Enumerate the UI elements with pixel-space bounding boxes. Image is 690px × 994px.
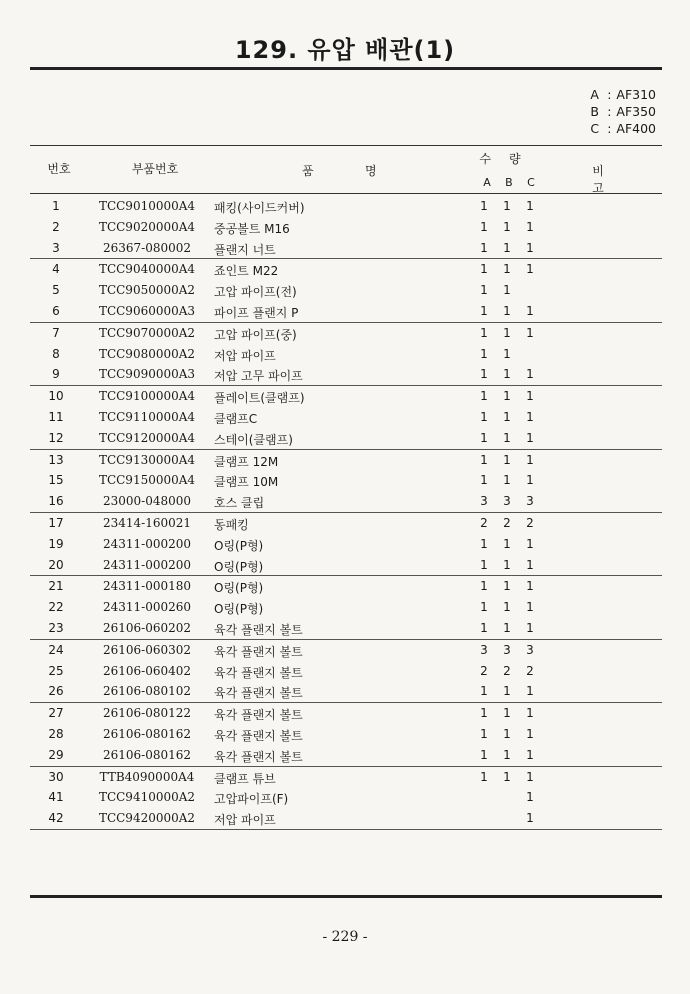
row-qty-c: 2 — [526, 515, 534, 530]
model-legend — [590, 86, 656, 137]
row-qty-a: 1 — [480, 452, 488, 467]
row-part-number: TCC9050000A2 — [98, 283, 196, 298]
model-separator: : — [607, 104, 612, 119]
bottom-rule — [30, 895, 662, 898]
model-code: A — [590, 87, 599, 102]
row-qty-c: 1 — [526, 769, 534, 784]
row-part-number: TCC9100000A4 — [98, 389, 196, 404]
row-qty-c: 1 — [526, 219, 534, 234]
table-row — [30, 555, 662, 576]
header-part-number: 부품번호 — [131, 162, 179, 176]
row-qty-c: 1 — [526, 473, 534, 488]
row-group — [30, 513, 662, 576]
table-row — [30, 344, 662, 365]
row-qty-c: 1 — [526, 199, 534, 213]
table-row — [30, 767, 662, 788]
row-part-name: 중공볼트 M16 — [214, 221, 290, 236]
row-part-number: TCC9060000A3 — [98, 303, 196, 318]
header-name-1: 품 — [302, 164, 314, 178]
row-part-number: TCC9110000A4 — [98, 409, 196, 424]
model-legend-item — [590, 120, 656, 137]
table-row — [30, 217, 662, 238]
row-qty-b: 1 — [503, 557, 511, 572]
row-qty-c: 1 — [526, 790, 534, 805]
row-number: 42 — [48, 811, 64, 826]
row-number: 22 — [48, 600, 64, 615]
row-group — [30, 196, 662, 259]
table-row — [30, 364, 662, 385]
row-qty-c: 1 — [526, 325, 534, 340]
row-qty-c: 1 — [526, 600, 534, 615]
row-part-number: TCC9010000A4 — [98, 199, 196, 213]
row-qty-c: 1 — [526, 684, 534, 699]
row-number: 8 — [52, 346, 60, 361]
row-qty-c: 1 — [526, 367, 534, 382]
table-row — [30, 407, 662, 428]
row-qty-c: 1 — [526, 430, 534, 445]
row-part-name: 육각 플랜지 볼트 — [214, 708, 303, 723]
row-number: 11 — [48, 409, 64, 424]
row-qty-a: 3 — [480, 642, 488, 657]
row-qty-a: 1 — [480, 706, 488, 721]
table-row — [30, 259, 662, 280]
header-model-b: B — [505, 176, 513, 189]
row-part-number: 26106-080122 — [102, 706, 192, 721]
table-row — [30, 618, 662, 639]
row-qty-b: 1 — [503, 473, 511, 488]
parts-table — [30, 196, 662, 830]
row-qty-a: 1 — [480, 240, 488, 255]
row-number: 1 — [52, 199, 60, 213]
row-qty-c: 1 — [526, 747, 534, 762]
row-qty-a: 1 — [480, 389, 488, 404]
row-number: 6 — [52, 303, 60, 318]
row-part-name: 플레이트(클램프) — [214, 391, 305, 406]
row-qty-a: 1 — [480, 620, 488, 635]
row-part-name: 파이프 플랜지 P — [214, 305, 299, 320]
row-group — [30, 703, 662, 766]
row-qty-a: 2 — [480, 663, 488, 678]
row-qty-a: 1 — [480, 726, 488, 741]
row-group — [30, 450, 662, 513]
row-part-name: 클램프C — [214, 411, 258, 426]
row-part-number: TCC9040000A4 — [98, 262, 196, 277]
row-qty-a: 1 — [480, 262, 488, 277]
row-qty-a: 1 — [480, 473, 488, 488]
model-legend-item — [590, 103, 656, 120]
row-qty-a: 1 — [480, 346, 488, 361]
row-qty-c: 1 — [526, 409, 534, 424]
row-number: 21 — [48, 579, 64, 594]
row-part-name: O링(P형) — [214, 538, 264, 553]
row-part-number: TCC9120000A4 — [98, 430, 196, 445]
model-name: AF400 — [616, 121, 656, 136]
row-part-name: O링(P형) — [214, 581, 264, 596]
row-qty-b: 3 — [503, 494, 511, 509]
row-number: 7 — [52, 325, 60, 340]
row-number: 4 — [52, 262, 60, 277]
row-qty-a: 1 — [480, 600, 488, 615]
row-number: 25 — [48, 663, 64, 678]
row-number: 10 — [48, 389, 64, 404]
row-part-number: 26106-080102 — [102, 684, 192, 699]
row-part-number: TCC9150000A4 — [98, 473, 196, 488]
row-qty-b: 1 — [503, 769, 511, 784]
row-part-name: 저압 파이프 — [214, 348, 276, 363]
row-qty-c: 1 — [526, 536, 534, 551]
row-qty-c: 1 — [526, 262, 534, 277]
row-part-name: 저압 파이프 — [214, 813, 276, 828]
row-number: 17 — [48, 515, 64, 530]
row-part-name: 육각 플랜지 볼트 — [214, 686, 303, 701]
model-name: AF310 — [616, 87, 656, 102]
table-row — [30, 513, 662, 534]
row-qty-b: 3 — [503, 642, 511, 657]
row-qty-b: 1 — [503, 706, 511, 721]
row-qty-b: 1 — [503, 262, 511, 277]
row-qty-b: 1 — [503, 600, 511, 615]
row-qty-c: 1 — [526, 706, 534, 721]
row-qty-b: 1 — [503, 367, 511, 382]
row-part-name: 스테이(클램프) — [214, 432, 293, 447]
row-qty-b: 1 — [503, 325, 511, 340]
table-row — [30, 238, 662, 259]
row-qty-c: 1 — [526, 557, 534, 572]
row-qty-b: 1 — [503, 409, 511, 424]
row-part-name: 클램프 튜브 — [214, 771, 276, 786]
row-group — [30, 767, 662, 830]
row-qty-b: 2 — [503, 663, 511, 678]
row-part-number: 26106-060402 — [102, 663, 192, 678]
table-row — [30, 576, 662, 597]
page-number: - 229 - — [322, 929, 368, 945]
page-title: 129. 유압 배관(1) — [234, 36, 456, 64]
row-qty-b: 1 — [503, 684, 511, 699]
row-qty-a: 3 — [480, 494, 488, 509]
row-number: 20 — [48, 557, 64, 572]
row-qty-c: 2 — [526, 663, 534, 678]
row-qty-c: 1 — [526, 620, 534, 635]
table-row — [30, 724, 662, 745]
row-number: 26 — [48, 684, 64, 699]
row-part-name: 클램프 12M — [214, 454, 279, 469]
row-part-name: O링(P형) — [214, 559, 264, 574]
row-part-number: 26106-080162 — [102, 726, 192, 741]
row-qty-b: 1 — [503, 240, 511, 255]
row-part-name: 플랜지 너트 — [214, 242, 276, 257]
row-part-number: TCC9080000A2 — [98, 346, 196, 361]
row-part-number: 26106-060202 — [102, 620, 192, 635]
row-number: 13 — [48, 452, 64, 467]
row-number: 29 — [48, 747, 64, 762]
row-qty-b: 1 — [503, 283, 511, 298]
table-row — [30, 301, 662, 322]
row-number: 9 — [52, 367, 60, 382]
row-part-number: 26106-060302 — [102, 642, 192, 657]
row-qty-a: 1 — [480, 303, 488, 318]
header-model-a: A — [483, 176, 491, 189]
header-models — [476, 176, 542, 189]
header-bottom-rule — [30, 193, 662, 194]
row-number: 24 — [48, 642, 64, 657]
row-qty-b: 1 — [503, 620, 511, 635]
row-qty-a: 1 — [480, 769, 488, 784]
row-part-name: 클램프 10M — [214, 475, 279, 490]
row-qty-b: 1 — [503, 452, 511, 467]
row-qty-b: 1 — [503, 303, 511, 318]
row-part-number: 24311-000200 — [102, 557, 192, 572]
table-row — [30, 491, 662, 512]
row-group — [30, 259, 662, 322]
row-part-number: 26367-080002 — [102, 240, 192, 255]
row-qty-c: 1 — [526, 303, 534, 318]
table-row — [30, 534, 662, 555]
row-part-number: TCC9130000A4 — [98, 452, 196, 467]
row-qty-a: 1 — [480, 219, 488, 234]
header-top-rule — [30, 145, 662, 146]
row-part-number: TCC9070000A2 — [98, 325, 196, 340]
header-number: 번호 — [47, 162, 71, 176]
table-row — [30, 280, 662, 301]
row-qty-a: 1 — [480, 325, 488, 340]
table-row — [30, 808, 662, 829]
row-part-number: 23000-048000 — [102, 494, 192, 509]
row-qty-a: 1 — [480, 409, 488, 424]
row-number: 5 — [52, 283, 60, 298]
header-model-c: C — [527, 176, 535, 189]
row-qty-b: 1 — [503, 747, 511, 762]
table-row — [30, 450, 662, 471]
row-number: 16 — [48, 494, 64, 509]
row-part-name: 죠인트 M22 — [214, 264, 279, 279]
row-qty-a: 1 — [480, 199, 488, 213]
row-part-number: TCC9090000A3 — [98, 367, 196, 382]
row-part-number: 24311-000260 — [102, 600, 192, 615]
row-part-name: 육각 플랜지 볼트 — [214, 622, 303, 637]
table-row — [30, 787, 662, 808]
row-group — [30, 323, 662, 386]
model-code: B — [590, 104, 599, 119]
row-part-name: O링(P형) — [214, 602, 264, 617]
table-row — [30, 386, 662, 407]
table-row — [30, 323, 662, 344]
row-part-number: TTB4090000A4 — [99, 769, 195, 784]
table-row — [30, 428, 662, 449]
header-note: 비고 — [592, 164, 628, 195]
row-qty-c: 1 — [526, 240, 534, 255]
row-qty-a: 1 — [480, 283, 488, 298]
row-qty-c: 1 — [526, 389, 534, 404]
row-part-number: TCC9020000A4 — [98, 219, 196, 234]
row-qty-a: 1 — [480, 430, 488, 445]
row-number: 2 — [52, 219, 60, 234]
row-qty-c: 1 — [526, 452, 534, 467]
row-qty-b: 1 — [503, 536, 511, 551]
row-number: 41 — [48, 790, 64, 805]
row-group — [30, 576, 662, 639]
row-group — [30, 640, 662, 703]
row-part-number: 24311-000180 — [102, 579, 192, 594]
row-part-name: 고압 파이프(중) — [214, 327, 297, 342]
table-row — [30, 681, 662, 702]
row-part-name: 호스 클립 — [214, 496, 265, 511]
row-part-name: 육각 플랜지 볼트 — [214, 749, 303, 764]
row-part-number: TCC9420000A2 — [98, 811, 196, 826]
row-group — [30, 386, 662, 449]
row-number: 12 — [48, 430, 64, 445]
row-part-name: 패킹(사이드커버) — [214, 201, 305, 215]
table-row — [30, 703, 662, 724]
row-qty-b: 1 — [503, 726, 511, 741]
row-number: 27 — [48, 706, 64, 721]
table-row — [30, 745, 662, 766]
row-qty-b: 1 — [503, 199, 511, 213]
row-qty-a: 2 — [480, 515, 488, 530]
model-code: C — [590, 121, 600, 136]
row-qty-b: 1 — [503, 346, 511, 361]
row-number: 23 — [48, 620, 64, 635]
model-separator: : — [607, 121, 612, 136]
row-qty-a: 1 — [480, 557, 488, 572]
row-part-name: 육각 플랜지 볼트 — [214, 665, 303, 680]
row-part-name: 고압 파이프(전) — [214, 285, 297, 300]
row-qty-b: 1 — [503, 430, 511, 445]
row-part-name: 육각 플랜지 볼트 — [214, 644, 303, 659]
row-part-name: 고압파이프(F) — [214, 792, 289, 807]
row-qty-c: 1 — [526, 726, 534, 741]
row-qty-a: 1 — [480, 579, 488, 594]
row-part-number: 24311-000200 — [102, 536, 192, 551]
row-part-name: 육각 플랜지 볼트 — [214, 728, 303, 743]
row-part-name: 저압 고무 파이프 — [214, 369, 303, 384]
row-qty-b: 1 — [503, 389, 511, 404]
row-part-number: 23414-160021 — [102, 515, 192, 530]
top-rule — [30, 67, 662, 70]
row-qty-a: 1 — [480, 367, 488, 382]
header-name-2: 명 — [365, 164, 377, 178]
row-qty-c: 3 — [526, 642, 534, 657]
row-qty-a: 1 — [480, 536, 488, 551]
row-qty-c: 1 — [526, 579, 534, 594]
table-row — [30, 661, 662, 682]
table-row — [30, 640, 662, 661]
row-number: 15 — [48, 473, 64, 488]
row-qty-a: 1 — [480, 684, 488, 699]
row-part-number: 26106-080162 — [102, 747, 192, 762]
model-legend-item — [590, 86, 656, 103]
row-part-number: TCC9410000A2 — [98, 790, 196, 805]
table-row — [30, 196, 662, 217]
model-separator: : — [607, 87, 612, 102]
row-number: 28 — [48, 726, 64, 741]
row-qty-b: 2 — [503, 515, 511, 530]
row-qty-b: 1 — [503, 579, 511, 594]
row-qty-a: 1 — [480, 747, 488, 762]
row-part-name: 동패킹 — [214, 517, 249, 532]
header-quantity: 수량 — [479, 152, 539, 166]
row-number: 3 — [52, 240, 60, 255]
table-row — [30, 470, 662, 491]
table-row — [30, 597, 662, 618]
row-number: 19 — [48, 536, 64, 551]
row-qty-b: 1 — [503, 219, 511, 234]
row-qty-c: 1 — [526, 811, 534, 826]
row-qty-c: 3 — [526, 494, 534, 509]
model-name: AF350 — [616, 104, 656, 119]
row-number: 30 — [48, 769, 64, 784]
